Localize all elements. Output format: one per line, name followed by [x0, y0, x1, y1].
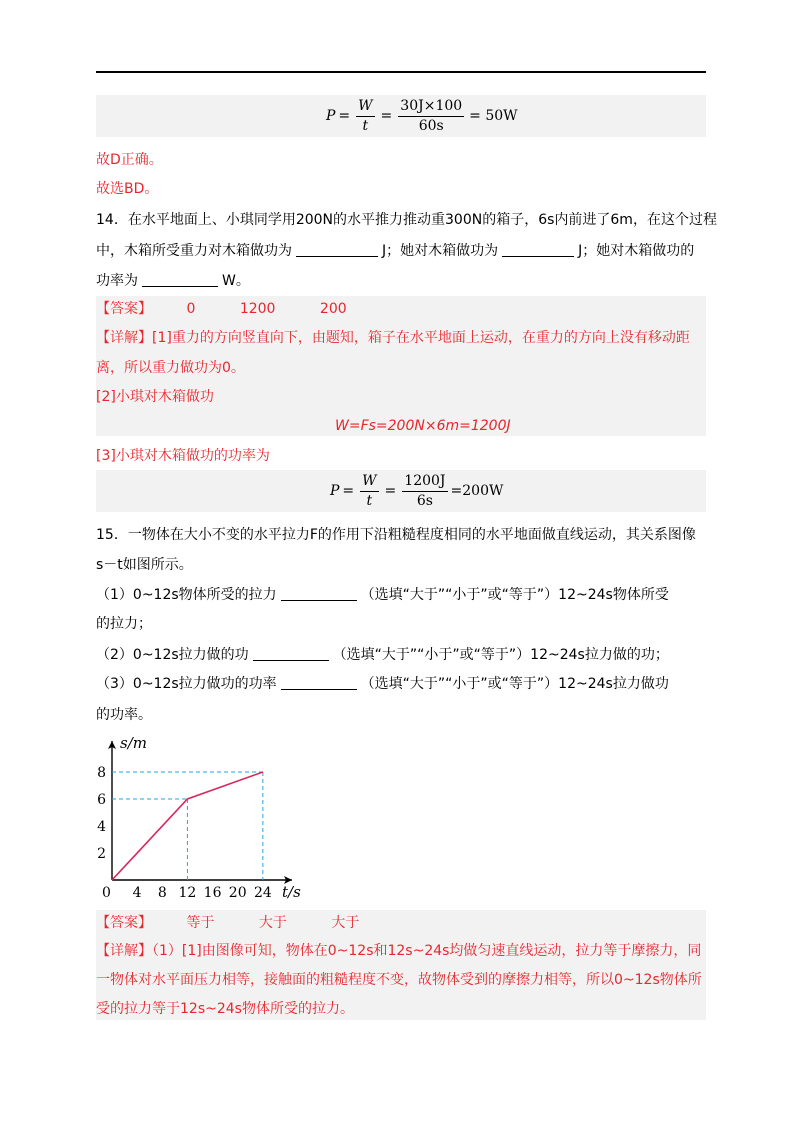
q14-detail-1: 【详解】[1]重力的方向竖直向下，由题知，箱子在水平地面上运动，在重力的方向上没有移动距	[96, 330, 690, 346]
q15-part3: （3）0~12s拉力做功的功率 （选填“大于”“小于”或“等于”）12~24s拉力做功	[96, 676, 669, 692]
x-tick-label: 8	[157, 885, 167, 900]
q15-part1: （1）0~12s物体所受的拉力 （选填“大于”“小于”或“等于”）12~24s物体所受	[96, 587, 669, 603]
result: = 50W	[469, 108, 518, 124]
power-formula-2: P = $\frac{W}{t}$ = $\frac{1200J}{6s}$ =200W	[330, 472, 504, 509]
numerator: 30J×100	[398, 98, 464, 117]
y-tick-label: 4	[97, 819, 106, 835]
symbol-p: P	[326, 108, 336, 124]
fraction-w-t	[356, 98, 374, 135]
x-axis-label: t/s	[282, 883, 301, 900]
q15-part2: （2）0~12s拉力做的功 （选填“大于”“小于”或“等于”）12~24s拉力做的功；	[96, 647, 669, 663]
q15-part1-tail: 的拉力；	[96, 616, 152, 632]
q14-stem-line1: 14．在水平地面上、小琪同学用200N的水平推力推动重300N的箱子，6s内前进了6m，在这个过程	[96, 212, 717, 228]
fraction-values: $\frac{1200J}{6s}$	[404, 472, 446, 509]
header-rule	[96, 71, 706, 73]
y-tick-label: 8	[97, 765, 106, 781]
q14-detail-1b: 离，所以重力做功为0。	[96, 360, 245, 376]
q14-stem-line2: 中，木箱所受重力对木箱做功为 J；她对木箱做功为 J；她对木箱做功的	[96, 243, 695, 259]
q14-answer: 【答案】 0 1200 200	[96, 301, 347, 317]
x-tick-label: 0	[102, 885, 111, 900]
q15-stem-line2: s－t如图所示。	[96, 557, 193, 573]
y-tick-label: 2	[97, 846, 106, 862]
x-tick-label: 24	[253, 885, 272, 900]
fraction-values	[398, 98, 464, 135]
answer-blank[interactable]	[281, 675, 357, 690]
answer-blank[interactable]	[142, 272, 218, 287]
q14-detail-3: [3]小琪对木箱做功的功率为	[96, 448, 270, 464]
q13-choice: 故选BD。	[96, 181, 159, 197]
x-tick-label: 20	[228, 885, 247, 900]
q15-stem-line1: 15．一物体在大小不变的水平拉力F的作用下沿粗糙程度相同的水平地面做直线运动，其关系图像	[96, 527, 696, 543]
q15-detail-1: 【详解】（1）[1]由图像可知，物体在0~12s和12s~24s均做匀速直线运动，拉力等于摩擦力，同	[96, 943, 702, 959]
answer-blank[interactable]	[502, 242, 574, 257]
q14-stem-line3: 功率为 W。	[96, 273, 250, 289]
y-axis-label: s/m	[120, 734, 147, 752]
x-tick-label: 16	[203, 885, 222, 900]
q15-detail-3: 受的拉力等于12s~24s物体所受的拉力。	[96, 1001, 354, 1017]
work-formula: W=Fs=200N×6m=1200J	[335, 418, 511, 434]
answer-blank[interactable]	[253, 646, 329, 661]
answer-blank[interactable]	[281, 586, 357, 601]
q15-answer: 【答案】 等于 大于 大于	[96, 915, 360, 931]
equals: =	[380, 108, 393, 124]
numerator: W	[356, 98, 374, 117]
q13-d-correct: 故D正确。	[96, 152, 163, 168]
q14-detail-2: [2]小琪对木箱做功	[96, 389, 214, 405]
y-tick-label: 6	[97, 792, 106, 808]
s-t-graph	[96, 730, 316, 900]
answer-blank[interactable]	[296, 242, 378, 257]
fraction-w-t: $\frac{W}{t}$	[362, 472, 377, 509]
denominator: t	[362, 117, 369, 134]
q15-detail-2: 一物体对水平面压力相等，接触面的粗糙程度不变，故物体受到的摩擦力相等，所以0~12s物体所	[96, 972, 702, 988]
x-tick-label: 4	[132, 885, 142, 900]
power-formula-1	[326, 97, 518, 135]
x-tick-label: 12	[178, 885, 197, 900]
denominator: 60s	[418, 117, 444, 134]
equals: =	[338, 108, 351, 124]
q15-part3-tail: 的功率。	[96, 707, 152, 723]
